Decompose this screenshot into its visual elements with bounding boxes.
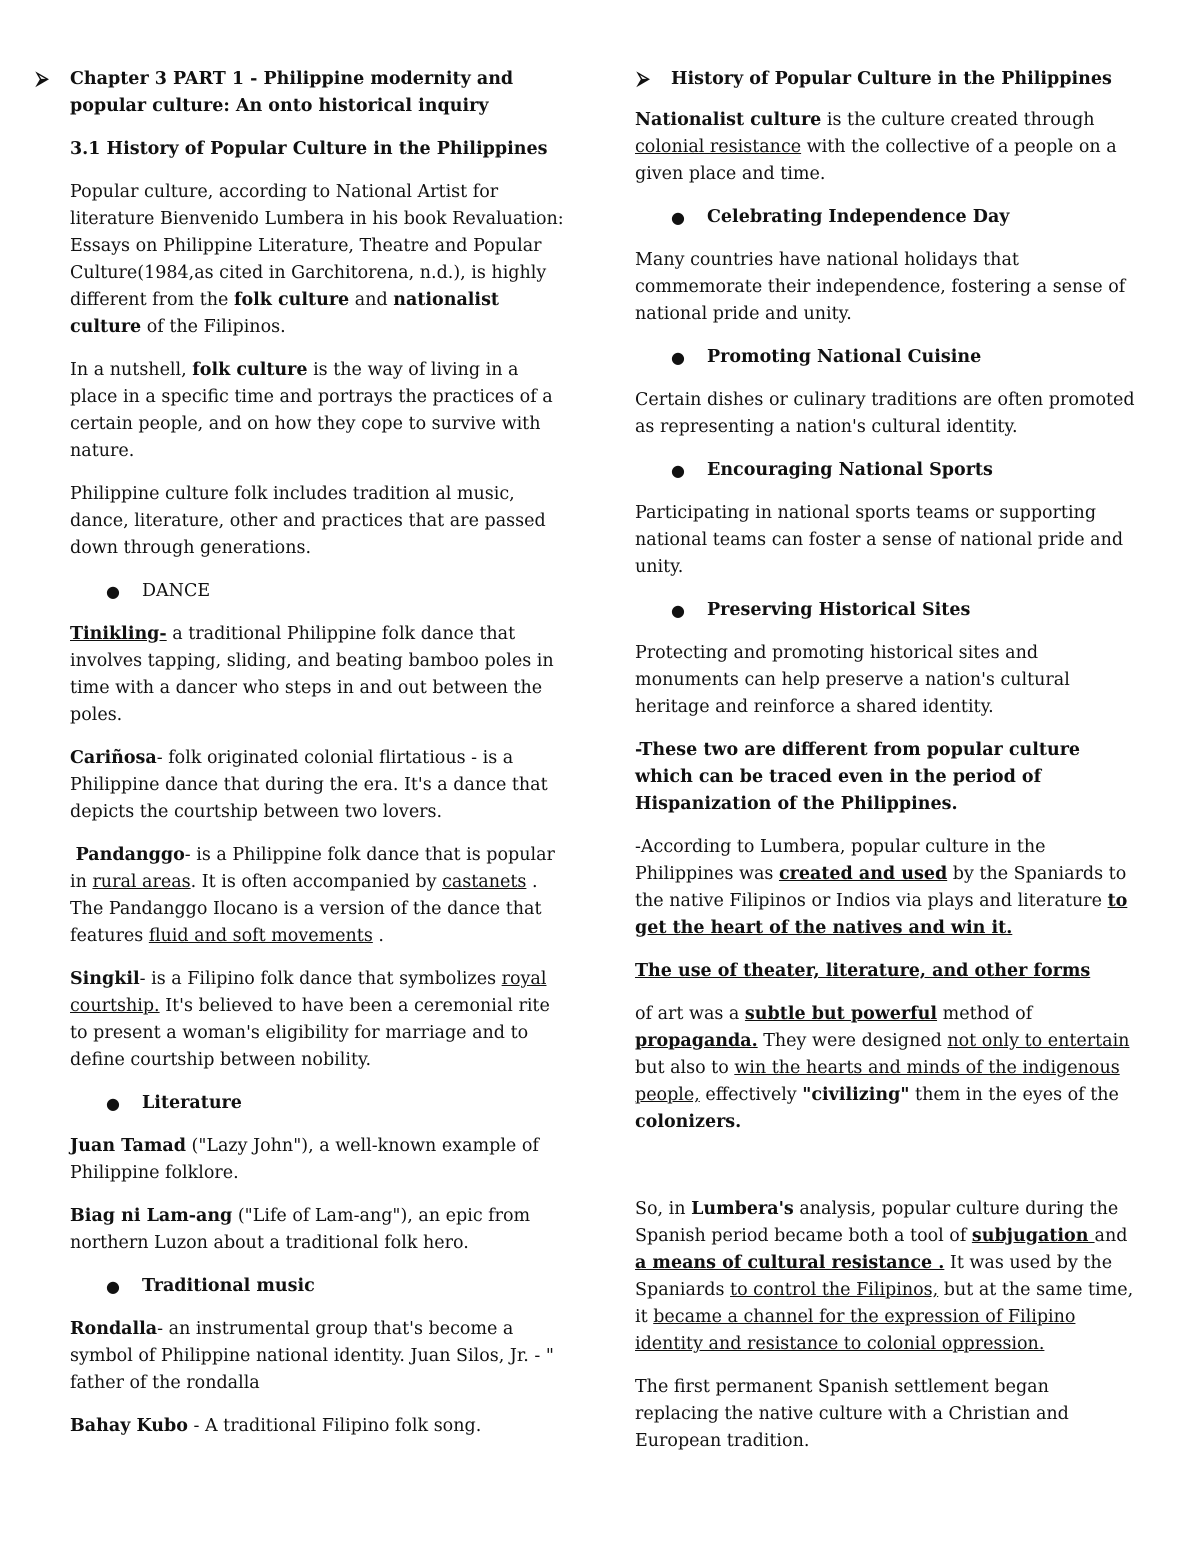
paragraph-art-propaganda: of art was a subtle but powerful method of propaganda. They were designed not only to entertain but also to win the hearts and minds of the indigenous people, effectively "civilizing" them in the eyes of the colonizers. <box>635 1004 1130 1132</box>
bullet-dot-icon: ● <box>671 348 685 367</box>
entry-singkil: Singkil- is a Filipino folk dance that symbolizes royal courtship. It's believed to have been a ceremonial rite to present a woman's eligibility for marriage and to define courtship between nobility. <box>70 969 550 1070</box>
paragraph-nationalist-culture: Nationalist culture is the culture created through colonial resistance with the collective of a people on a given place and time. <box>635 110 1117 184</box>
paragraph-sites: Protecting and promoting historical sites and monuments can help preserve a nation's cultural heritage and reinforce a shared identity. <box>635 643 1070 717</box>
paragraph-cuisine: Certain dishes or culinary traditions are often promoted as representing a nation's cultural identity. <box>635 390 1135 437</box>
paragraph-first-settlement: The first permanent Spanish settlement began replacing the native culture with a Christian and European tradition. <box>635 1377 1069 1451</box>
bullet-national-cuisine: ● Promoting National Cuisine <box>635 344 1135 371</box>
paragraph-theater: The use of theater, literature, and other forms <box>635 961 1091 981</box>
bullet-dot-icon: ● <box>106 1094 120 1113</box>
entry-tinikling: Tinikling- a traditional Philippine folk dance that involves tapping, sliding, and beating bamboo poles in time with a dancer who steps in and out between the poles. <box>70 624 554 725</box>
entry-bahay-kubo: Bahay Kubo - A traditional Filipino folk song. <box>70 1416 482 1436</box>
paragraph-lumbera-analysis: So, in Lumbera's analysis, popular culture during the Spanish period became both a tool of subjugation and a means of cultural resistance . It was used by the Spaniards to control the Filipinos, but at the same time, it became a channel for the expression of Filipino identity and resistance to colonial oppression. <box>635 1199 1134 1354</box>
spacer <box>635 1152 1135 1196</box>
paragraph-independence: Many countries have national holidays that commemorate their independence, fostering a sense of national pride and unity. <box>635 250 1126 324</box>
bullet-dot-icon: ● <box>106 582 120 601</box>
paragraph-different: -These two are different from popular culture which can be traced even in the period of Hispanization of the Philippines. <box>635 740 1081 814</box>
bullet-historical-sites: ● Preserving Historical Sites <box>635 597 1135 624</box>
paragraph-philippine-folk: Philippine culture folk includes tradition al music, dance, literature, other and practices that are passed down through generations. <box>70 484 546 558</box>
arrow-bullet-icon: ⮚ <box>36 69 49 89</box>
bullet-traditional-music: ● Traditional music <box>70 1273 570 1300</box>
bullet-dot-icon: ● <box>671 461 685 480</box>
paragraph-popular-culture: Popular culture, according to National Artist for literature Bienvenido Lumbera in his book Revaluation: Essays on Philippine Literature, Theatre and Popular Culture(1984,as cited in Garchitorena, n.d.), is highly different from the folk culture and nationalist culture of the Filipinos. <box>70 182 564 337</box>
paragraph-according-lumbera: -According to Lumbera, popular culture in the Philippines was created and used by the Spaniards to the native Filipinos or Indios via plays and literature to get the heart of the natives and win it. <box>635 837 1128 938</box>
entry-carinosa: Cariñosa- folk originated colonial flirtatious - is a Philippine dance that during the era. It's a dance that depicts the courtship between two lovers. <box>70 748 548 822</box>
bullet-literature: ● Literature <box>70 1090 570 1117</box>
entry-pandanggo: Pandanggo- is a Philippine folk dance that is popular in rural areas. It is often accompanied by castanets . The Pandanggo Ilocano is a version of the dance that features fluid and soft movements . <box>70 845 555 946</box>
bullet-dot-icon: ● <box>671 601 685 620</box>
chapter-heading <box>0 66 570 120</box>
bullet-dot-icon: ● <box>671 208 685 227</box>
right-column <box>635 66 1135 1471</box>
bullet-dance: ● DANCE <box>70 578 570 605</box>
entry-biag-ni-lam-ang: Biag ni Lam-ang ("Life of Lam-ang"), an epic from northern Luzon about a traditional folk hero. <box>70 1206 531 1253</box>
entry-juan-tamad: Juan Tamad ("Lazy John"), a well-known example of Philippine folklore. <box>70 1136 539 1183</box>
left-column <box>36 66 570 1456</box>
arrow-bullet-icon: ⮚ <box>637 69 650 89</box>
entry-rondalla: Rondalla- an instrumental group that's become a symbol of Philippine national identity. Juan Silos, Jr. - " father of the rondalla <box>70 1319 554 1393</box>
bullet-dot-icon: ● <box>106 1277 120 1296</box>
paragraph-folk-culture: In a nutshell, folk culture is the way of living in a place in a specific time and portrays the practices of a certain people, and on how they cope to survive with nature. <box>70 360 553 461</box>
chapter-heading-text: Chapter 3 PART 1 - Philippine modernity and popular culture: An onto historical inquiry <box>70 69 514 116</box>
bullet-independence-day: ● Celebrating Independence Day <box>635 204 1135 231</box>
paragraph-sports: Participating in national sports teams or supporting national teams can foster a sense of national pride and unity. <box>635 503 1124 577</box>
bullet-national-sports: ● Encouraging National Sports <box>635 457 1135 484</box>
section-heading: 3.1 History of Popular Culture in the Philippines <box>70 139 548 159</box>
right-heading: ⮚ History of Popular Culture in the Philippines <box>599 66 1135 93</box>
